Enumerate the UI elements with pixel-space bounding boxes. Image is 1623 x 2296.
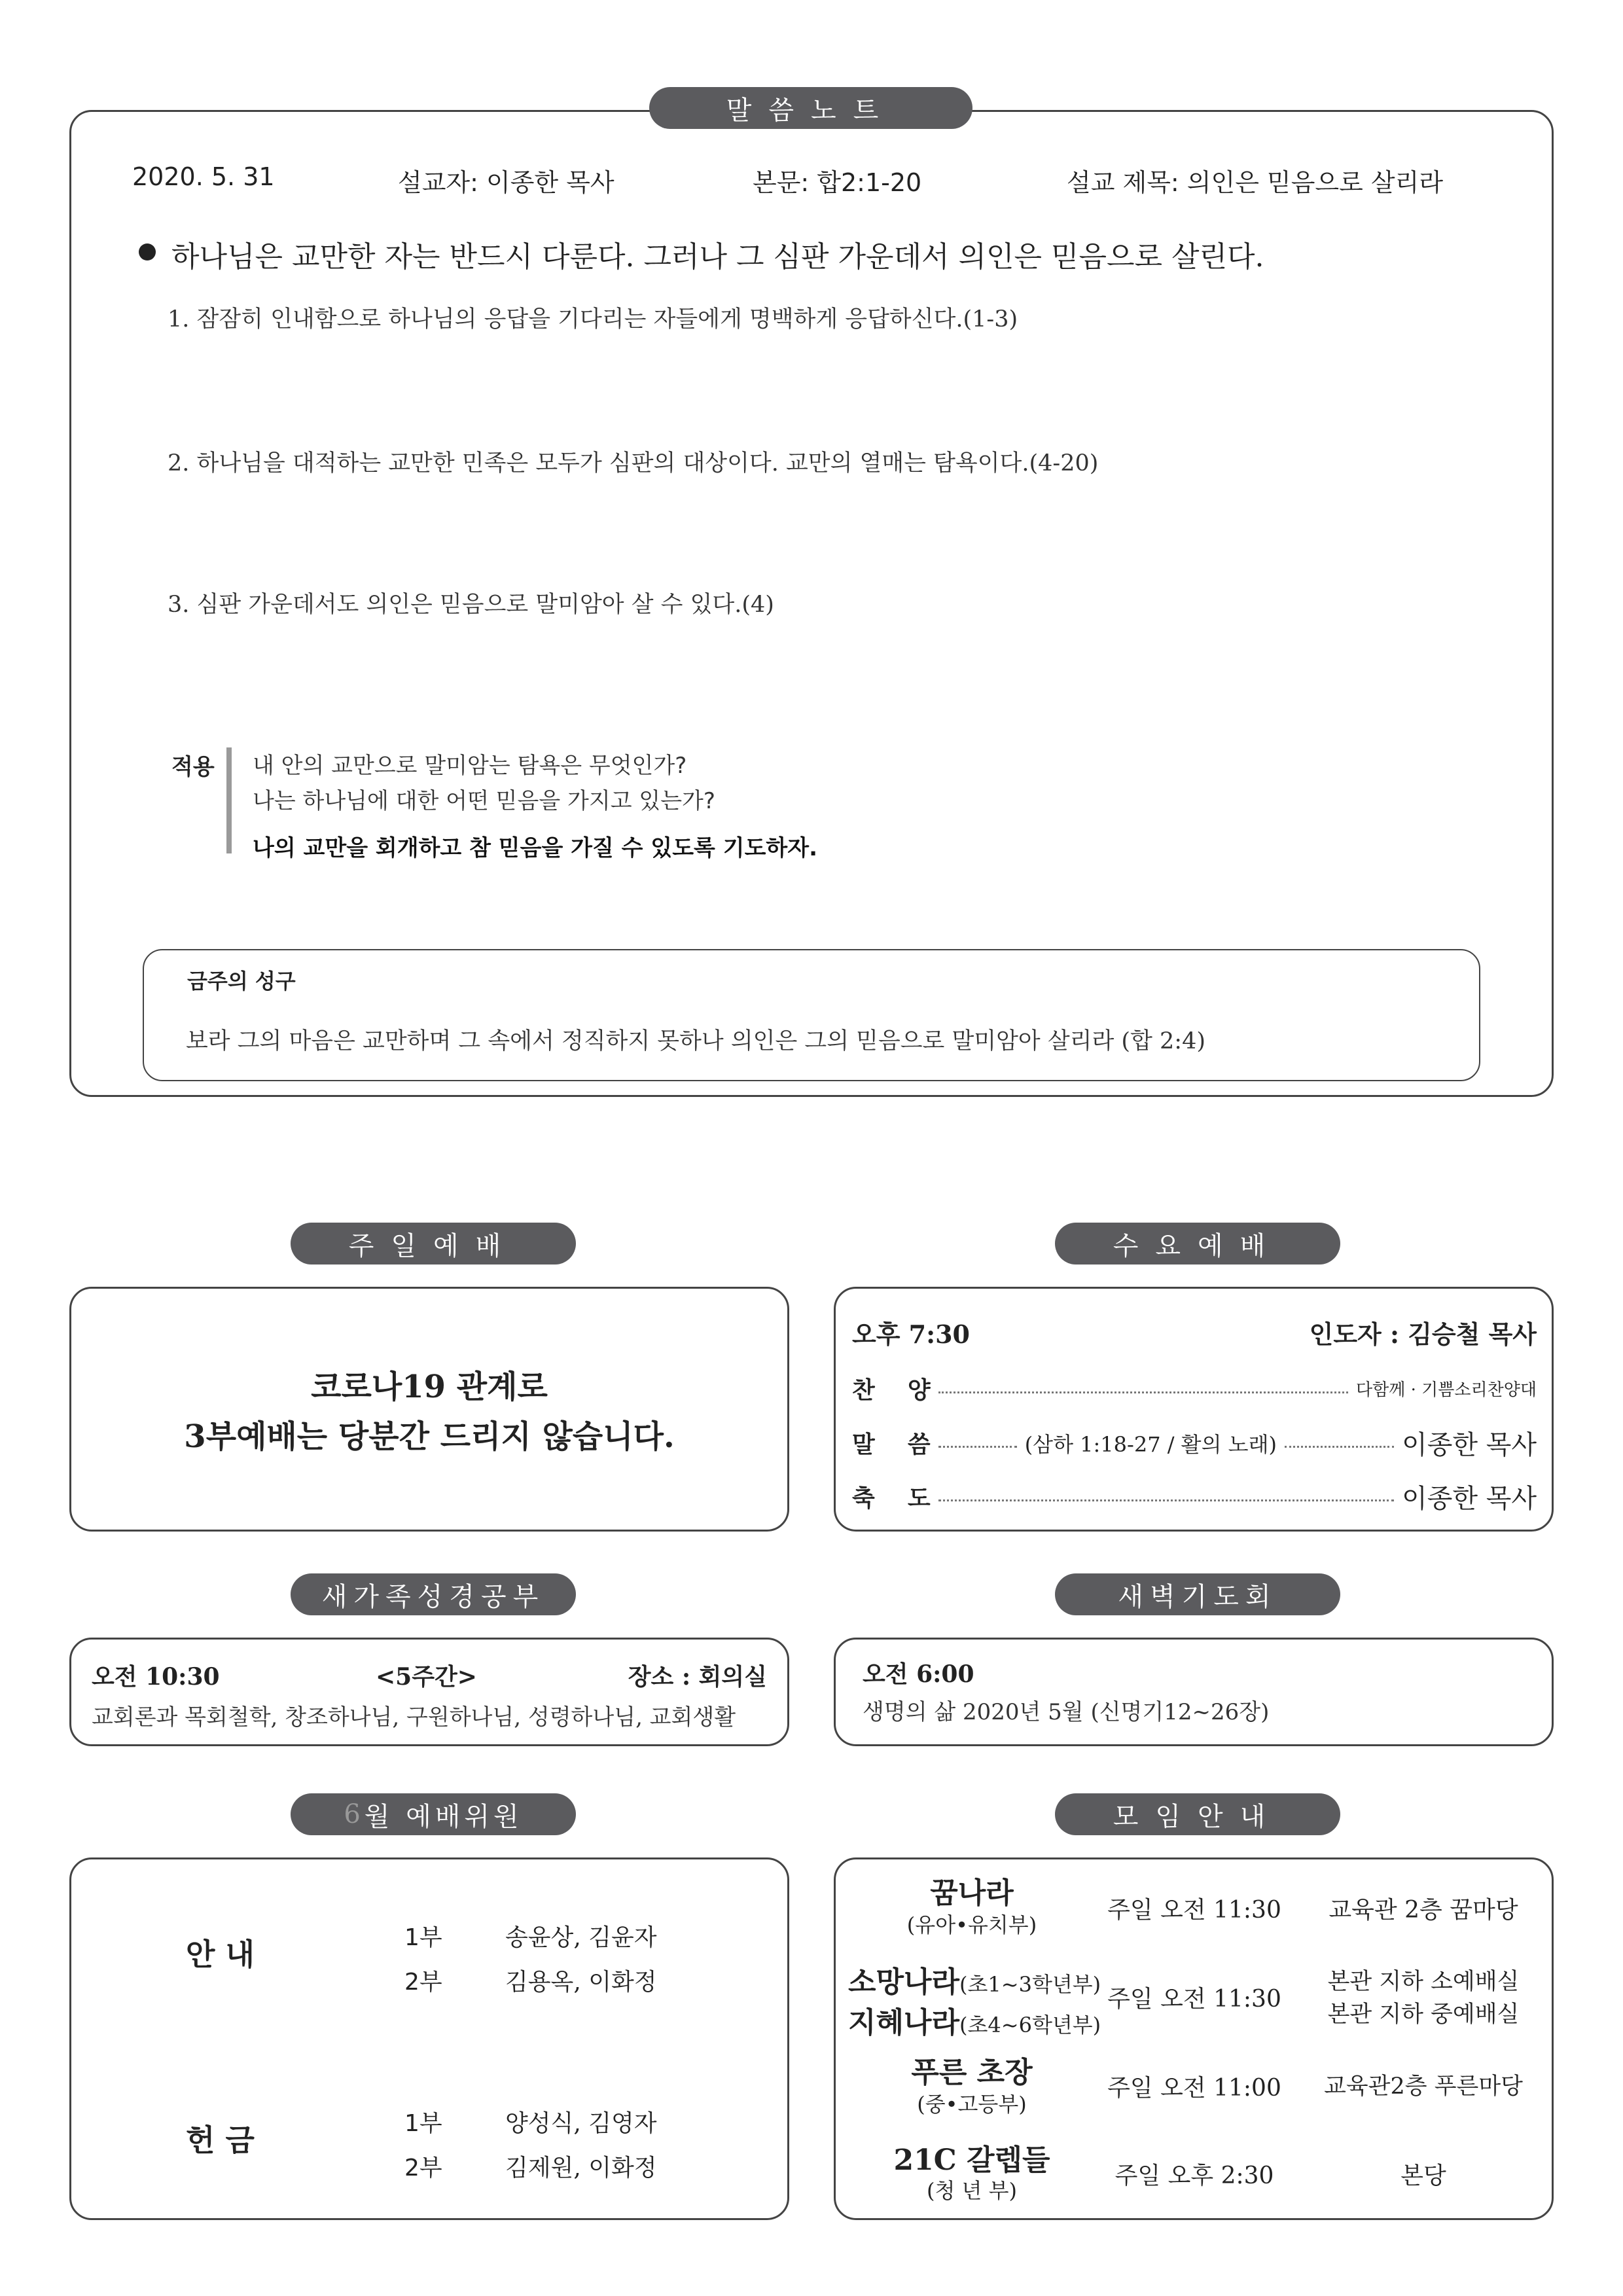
- wednesday-row-hymn: [852, 1372, 1537, 1405]
- sunday-notice-line-2: 3부예배는 당분간 드리지 않습니다.: [184, 1418, 675, 1455]
- meeting-name-part: 지혜나라: [848, 2006, 960, 2039]
- sermon-preacher: 설교자: 이종한 목사: [398, 168, 615, 197]
- leader-dots: [938, 1499, 1394, 1501]
- dawn-prayer-pill: 새벽기도회: [1055, 1573, 1340, 1615]
- sermon-date: 2020. 5. 31: [132, 162, 275, 191]
- family-bible-place: 장소 : 회의실: [628, 1663, 767, 1691]
- wednesday-row-benediction: [852, 1478, 1537, 1515]
- wednesday-row-value: 이종한 목사: [1402, 1484, 1537, 1514]
- wednesday-service-pill: 수요예배: [1055, 1223, 1340, 1265]
- meeting-time: 주일 오전 11:30: [1107, 1986, 1281, 2013]
- dawn-prayer-box: [834, 1638, 1554, 1746]
- committee-group-label: 헌 금: [186, 2123, 255, 2158]
- meeting-sub-part: (초1~3학년부): [959, 1972, 1101, 1997]
- meeting-name: 꿈나라: [930, 1876, 1014, 1910]
- wednesday-leader: 인도자 : 김승철 목사: [1309, 1319, 1537, 1349]
- application-line-2: 나는 하나님에 대한 어떤 믿음을 가지고 있는가?: [253, 788, 715, 814]
- sermon-note-pill: 말씀노트: [649, 87, 972, 129]
- committee-group-label: 안 내: [186, 1937, 255, 1972]
- family-bible-pill: 새가족성경공부: [291, 1573, 576, 1615]
- meeting-place: 교육관 2층 꿈마당: [1329, 1897, 1518, 1924]
- committee-part: 1부: [404, 2110, 442, 2137]
- dawn-prayer-time: 오전 6:00: [863, 1660, 974, 1688]
- bullet-icon: [139, 243, 156, 260]
- meeting-time: 주일 오전 11:30: [1107, 1897, 1281, 1924]
- sunday-service-box: [69, 1287, 789, 1532]
- wednesday-time: 오후 7:30: [852, 1319, 970, 1349]
- meeting-place: 본당: [1400, 2162, 1446, 2189]
- sermon-point-1: 1. 잠잠히 인내함으로 하나님의 응답을 기다리는 자들에게 명백하게 응답하신다.(1-3): [168, 306, 1018, 332]
- committee-names: 김제원, 이화정: [505, 2155, 657, 2181]
- wednesday-row-label: 말 씀: [852, 1431, 931, 1458]
- meeting-name: [848, 1999, 1101, 2041]
- wednesday-row-value: 다함께 · 기쁨소리찬양대: [1356, 1380, 1537, 1400]
- june-committee-title: 월 예배위원: [364, 1801, 523, 1832]
- application-line-1: 내 안의 교만으로 말미암는 탐욕은 무엇인가?: [253, 753, 687, 779]
- weekly-verse-box: [143, 949, 1480, 1081]
- meeting-sub: (유아•유치부): [906, 1912, 1037, 1937]
- meeting-time: 주일 오후 2:30: [1115, 2162, 1274, 2189]
- committee-part: 2부: [404, 1969, 442, 1996]
- june-committee-month: 6: [344, 1799, 365, 1829]
- leader-dots: [1285, 1446, 1394, 1448]
- leader-dots: [938, 1391, 1348, 1393]
- june-committee-pill: [291, 1793, 576, 1835]
- sermon-main-point: 하나님은 교만한 자는 반드시 다룬다. 그러나 그 심판 가운데서 의인은 믿음으로 살린다.: [171, 240, 1264, 274]
- committee-part: 1부: [404, 1924, 442, 1951]
- sermon-point-2: 2. 하나님을 대적하는 교만한 민족은 모두가 심판의 대상이다. 교만의 열매는 탐욕이다.(4-20): [168, 450, 1099, 476]
- family-bible-duration: <5주간>: [376, 1663, 477, 1691]
- meeting-sub-part: (초4~6학년부): [959, 2013, 1101, 2037]
- dawn-prayer-text: 생명의 삶 2020년 5월 (신명기12~26장): [863, 1699, 1270, 1725]
- committee-names: 김용옥, 이화정: [505, 1969, 657, 1996]
- leader-dots: [938, 1446, 1017, 1448]
- meeting-name-part: 소망나라: [848, 1965, 960, 1999]
- committee-names: 송윤상, 김윤자: [505, 1924, 657, 1951]
- wednesday-row-middle: (삼하 1:18-27 / 활의 노래): [1024, 1431, 1277, 1457]
- committee-part: 2부: [404, 2155, 442, 2181]
- meeting-time: 주일 오전 11:00: [1107, 2075, 1281, 2102]
- meeting-place: 본관 지하 중예배실: [1327, 2001, 1520, 2028]
- meeting-sub: (청 년 부): [926, 2178, 1018, 2203]
- committee-names: 양성식, 김영자: [505, 2110, 657, 2137]
- application-label: 적용: [171, 754, 215, 780]
- family-bible-topics: 교회론과 목회철학, 창조하나님, 구원하나님, 성령하나님, 교회생활: [92, 1704, 736, 1731]
- sermon-point-3: 3. 심판 가운데서도 의인은 믿음으로 말미암아 살 수 있다.(4): [168, 592, 774, 618]
- application-divider: [226, 747, 232, 853]
- sunday-notice-line-1: 코로나19 관계로: [311, 1369, 548, 1405]
- wednesday-row-label: 축 도: [852, 1484, 931, 1512]
- weekly-verse-title: 금주의 성구: [187, 969, 296, 994]
- wednesday-row-label: 찬 양: [852, 1376, 931, 1404]
- sermon-title: 설교 제목: 의인은 믿음으로 살리라: [1067, 168, 1444, 197]
- sermon-scripture: 본문: 합2:1-20: [753, 168, 922, 197]
- weekly-verse-text: 보라 그의 마음은 교만하며 그 속에서 정직하지 못하나 의인은 그의 믿음으로 말미암아 살리라 (합 2:4): [186, 1028, 1205, 1054]
- meeting-name: 푸른 초장: [911, 2056, 1033, 2089]
- meeting-place: 본관 지하 소예배실: [1327, 1969, 1520, 1995]
- meetings-pill: 모임안내: [1055, 1793, 1340, 1835]
- wednesday-row-value: 이종한 목사: [1402, 1430, 1537, 1460]
- meeting-name: 21C 갈렙들: [893, 2144, 1050, 2177]
- sunday-service-pill: 주일예배: [291, 1223, 576, 1265]
- meeting-place: 교육관2층 푸른마당: [1324, 2073, 1523, 2100]
- meeting-name: [848, 1958, 1101, 2000]
- application-line-3: 나의 교만을 회개하고 참 믿음을 가질 수 있도록 기도하자.: [253, 835, 818, 861]
- meeting-sub: (중•고등부): [917, 2092, 1027, 2117]
- family-bible-time: 오전 10:30: [92, 1663, 220, 1691]
- wednesday-row-sermon: [852, 1424, 1537, 1462]
